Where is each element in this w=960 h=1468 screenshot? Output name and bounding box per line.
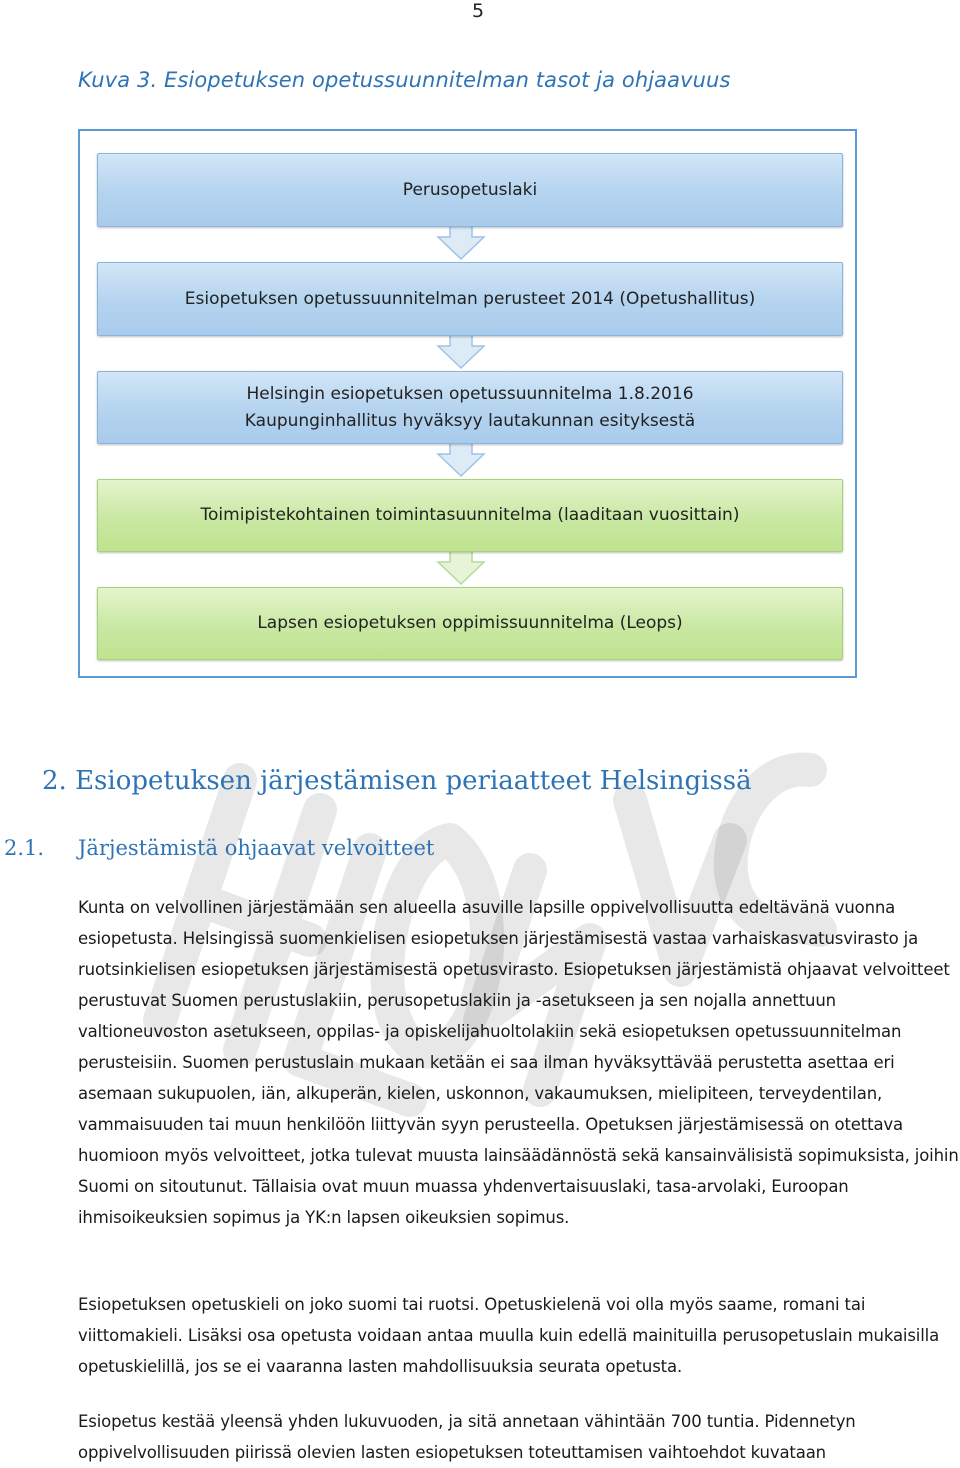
level-text: Kaupunginhallitus hyväksyy lautakunnan esityksestä — [244, 410, 696, 431]
level-text: Lapsen esiopetuksen oppimissuunnitelma (Leops) — [257, 613, 683, 633]
level-perusopetuslaki — [97, 153, 843, 227]
paragraph-duration: Esiopetus kestää yleensä yhden lukuvuoden, ja sitä annetaan vähintään 700 tuntia. Pidennetyn oppivelvollisuuden piirissä olevien lasten esiopetuksen toteuttamisen vaihtoehdot kuvataan — [78, 1412, 856, 1462]
level-text: Perusopetuslaki — [402, 179, 538, 200]
level-text: Esiopetuksen opetussuunnitelman perusteet 2014 (Opetushallitus) — [184, 288, 756, 309]
section-heading: 2. Esiopetuksen järjestämisen periaatteet Helsingissä — [42, 766, 752, 796]
level-text: Helsingin esiopetuksen opetussuunnitelma 1.8.2016 — [246, 383, 694, 404]
level-national-curriculum — [97, 262, 843, 336]
page-number: 5 — [472, 0, 485, 22]
subsection-title: Järjestämistä ohjaavat velvoitteet — [78, 836, 435, 860]
arrow-connector-4 — [438, 549, 484, 584]
figure-caption: Kuva 3. Esiopetuksen opetussuunnitelman tasot ja ohjaavuus — [78, 68, 731, 92]
arrow-connector-3 — [438, 441, 484, 476]
arrow-connector-2 — [438, 333, 484, 368]
subsection-heading — [4, 836, 434, 860]
subsection-number: 2.1. — [4, 836, 45, 860]
level-unit-plan — [97, 479, 843, 552]
paragraph-language: Esiopetuksen opetuskieli on joko suomi tai ruotsi. Opetuskielenä voi olla myös saame, romani tai viittomakieli. Lisäksi osa opetusta voidaan antaa muulla kuin edellä mainituilla perusopetuslain mukaisilla opetuskielillä, jos se ei vaaranna lasten mahdollisuuksia seurata opetusta. — [78, 1295, 940, 1376]
arrow-connector-1 — [438, 224, 484, 259]
level-child-plan — [97, 587, 843, 660]
level-text: Toimipistekohtainen toimintasuunnitelma (laaditaan vuosittain) — [200, 505, 740, 525]
hierarchy-diagram — [78, 129, 857, 678]
level-helsinki-curriculum — [97, 371, 843, 444]
paragraph-obligations: Kunta on velvollinen järjestämään sen alueella asuville lapsille oppivelvollisuutta edeltävänä vuonna esiopetusta. Helsingissä suomenkielisen esiopetuksen järjestämisestä vastaa varhaiskasvatusvirasto ja ruotsinkielisen esiopetuksen järjestämisestä opetusvirasto. Esiopetuksen järjestämistä ohjaavat velvoitteet perustuvat Suomen perustuslakiin, perusopetuslakiin ja -asetukseen ja sen nojalla annettuun valtioneuvoston asetukseen, oppilas- ja opiskelijahuoltolakiin sekä esiopetuksen opetussuunnitelman perusteisiin. Suomen perustuslain mukaan ketään ei saa ilman hyväksyttävää perustetta asettaa eri asemaan sukupuolen, iän, alkuperän, kielen, uskonnon, vakaumuksen, mielipiteen, terveydentilan, vammaisuuden tai muun henkilöön liittyvän syyn perusteella. Opetuksen järjestämisessä on otettava huomioon myös velvoitteet, jotka tulevat muusta lainsäädännöstä sekä kansainvälisistä sopimuksista, joihin Suomi on sitoutunut. Tällaisia ovat muun muassa yhdenvertaisuuslaki, tasa-arvolaki, Euroopan ihmisoikeuksien sopimus ja YK:n lapsen oikeuksien sopimus. — [78, 898, 959, 1227]
